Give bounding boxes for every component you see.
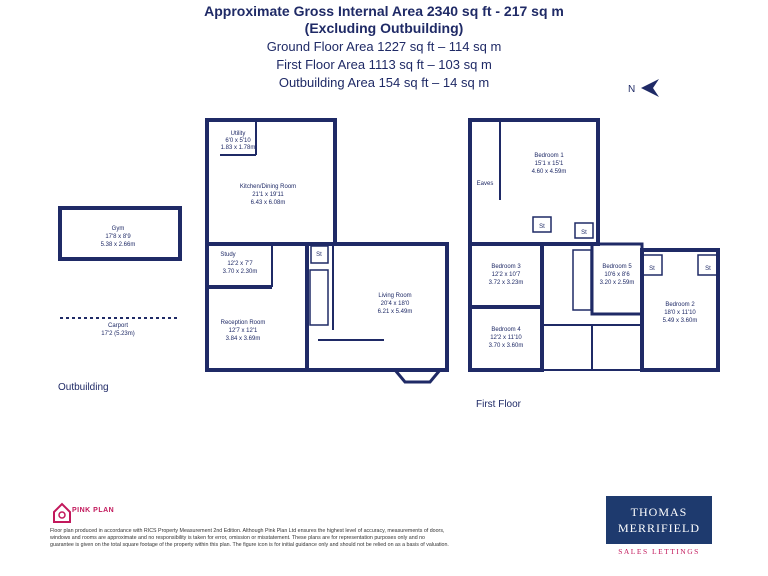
outbuilding-section-label: Outbuilding — [58, 382, 109, 393]
st-label: St — [316, 252, 322, 258]
st-label: St — [539, 224, 545, 230]
bedroom1-metric: 4.60 x 4.59m — [531, 169, 567, 175]
bedroom2-metric: 5.49 x 3.60m — [662, 318, 698, 324]
reception-dims: 12'7 x 12'1 — [228, 328, 258, 334]
area-subtitle: (Excluding Outbuilding) — [304, 20, 464, 36]
kitchen-label: Kitchen/Dining Room — [239, 184, 297, 190]
bedroom1-dims: 15'1 x 15'1 — [534, 161, 564, 167]
ground-floor-area: Ground Floor Area 1227 sq ft – 114 sq m — [266, 39, 502, 54]
st-label: St — [649, 266, 655, 272]
pink-plan-brand: PINK PLAN — [72, 507, 115, 514]
pink-plan-logo — [54, 504, 70, 522]
svg-text:N: N — [628, 84, 636, 95]
study-metric: 3.70 x 2.30m — [222, 269, 258, 275]
gym-label: Gym — [111, 226, 125, 232]
utility-dims: 6'0 x 5'10 — [225, 138, 251, 144]
bedroom5-metric: 3.20 x 2.59m — [599, 280, 635, 286]
agent-logo — [606, 496, 712, 544]
bedroom5-label: Bedroom 5 — [602, 264, 632, 270]
bedroom5-dims: 10'6 x 8'6 — [604, 272, 630, 278]
agent-name-line1: THOMAS — [630, 505, 688, 519]
st-label: St — [705, 266, 711, 272]
kitchen-metric: 6.43 x 6.08m — [250, 200, 286, 206]
agent-subline: SALES LETTINGS — [618, 547, 700, 556]
bedroom2-dims: 18'0 x 11'10 — [664, 310, 696, 316]
utility-label: Utility — [230, 131, 246, 137]
north-arrow-icon — [628, 79, 659, 97]
carport-label: Carport — [107, 323, 129, 329]
living-metric: 6.21 x 5.49m — [377, 309, 413, 315]
outbuilding-walls — [60, 208, 180, 318]
utility-metric: 1.83 x 1.78m — [220, 145, 256, 151]
living-label: Living Room — [378, 293, 412, 299]
bedroom3-label: Bedroom 3 — [491, 264, 521, 270]
study-label: Study — [220, 252, 236, 258]
gym-metric: 5.38 x 2.66m — [100, 242, 136, 248]
bedroom1-label: Bedroom 1 — [534, 153, 564, 159]
eaves-label: Eaves — [476, 181, 494, 187]
reception-metric: 3.84 x 3.69m — [225, 336, 261, 342]
living-dims: 20'4 x 18'0 — [380, 301, 410, 307]
first-floor-area: First Floor Area 1113 sq ft – 103 sq m — [276, 57, 492, 72]
bedroom3-dims: 12'2 x 10'7 — [491, 272, 521, 278]
bedroom4-dims: 12'2 x 11'10 — [490, 335, 522, 341]
agent-name-line2: MERRIFIELD — [618, 521, 700, 535]
reception-label: Reception Room — [220, 320, 266, 326]
bedroom2-label: Bedroom 2 — [665, 302, 695, 308]
carport-dims: 17'2 (5.23m) — [101, 331, 135, 337]
study-dims: 12'2 x 7'7 — [227, 261, 253, 267]
st-label: St — [581, 230, 587, 236]
disclaimer: Floor plan produced in accordance with RICS Property Measurement 2nd Edition. Although Pink Plan Ltd ensures the highest level of accuracy, measurements of doors, windows and rooms are approximate and no responsibility is taken for error, omission or misstatement. These plans are for representation purposes only and no guarantee is given on the total square footage of the property within this plan. The figure icon is for initial guidance only and should not be relied on as a basis of valuation. — [50, 528, 449, 548]
area-title: Approximate Gross Internal Area 2340 sq ft - 217 sq m — [204, 3, 564, 19]
gym-dims: 17'8 x 8'9 — [105, 234, 131, 240]
bedroom3-metric: 3.72 x 3.23m — [488, 280, 524, 286]
outbuilding-area: Outbuilding Area 154 sq ft – 14 sq m — [278, 75, 490, 90]
first-floor-section-label: First Floor — [476, 399, 521, 410]
kitchen-dims: 21'1 x 19'11 — [252, 192, 284, 198]
bedroom4-metric: 3.70 x 3.60m — [488, 343, 524, 349]
bedroom4-label: Bedroom 4 — [491, 327, 521, 333]
